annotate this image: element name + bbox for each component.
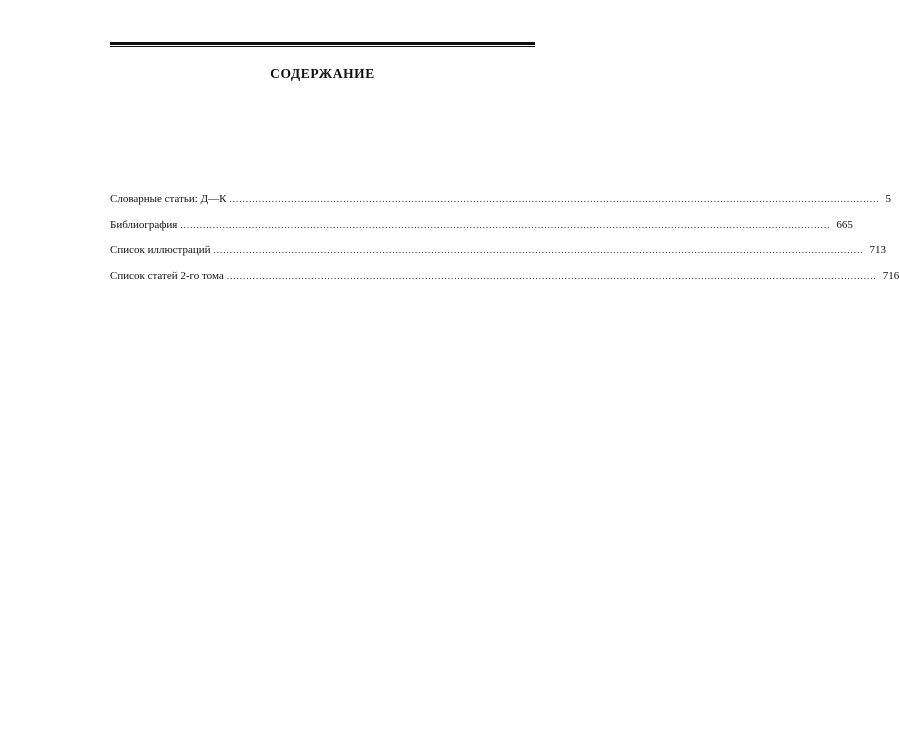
toc-entry-label: Список статей 2-го тома — [110, 269, 224, 282]
toc-entry[interactable] — [110, 269, 899, 296]
toc-entry-label: Словарные статьи: Д—К — [110, 193, 227, 205]
toc-entry-label: Список иллюстраций — [110, 244, 211, 256]
toc-leader-dots: ........................................................................................................................................................................................................ — [213, 245, 864, 255]
toc-entry-page: 5 — [885, 193, 891, 205]
toc-entry-page: 716 — [882, 269, 899, 282]
table-of-contents — [110, 193, 899, 295]
page-title: СОДЕРЖАНИЕ — [270, 66, 375, 81]
header-rule — [110, 42, 535, 47]
toc-entry-page: 713 — [869, 244, 887, 256]
toc-leader-dots: ........................................................................................................................................................................................................ — [180, 219, 831, 230]
toc-entry[interactable] — [110, 218, 853, 245]
toc-leader-dots: ........................................................................................................................................................................................................ — [226, 270, 877, 281]
toc-entry-page: 665 — [836, 218, 853, 231]
toc-entry-label: Библиография — [110, 218, 178, 231]
toc-leader-dots: ........................................................................................................................................................................................................ — [229, 194, 880, 204]
toc-entry[interactable] — [110, 244, 887, 270]
toc-entry[interactable] — [110, 193, 891, 219]
